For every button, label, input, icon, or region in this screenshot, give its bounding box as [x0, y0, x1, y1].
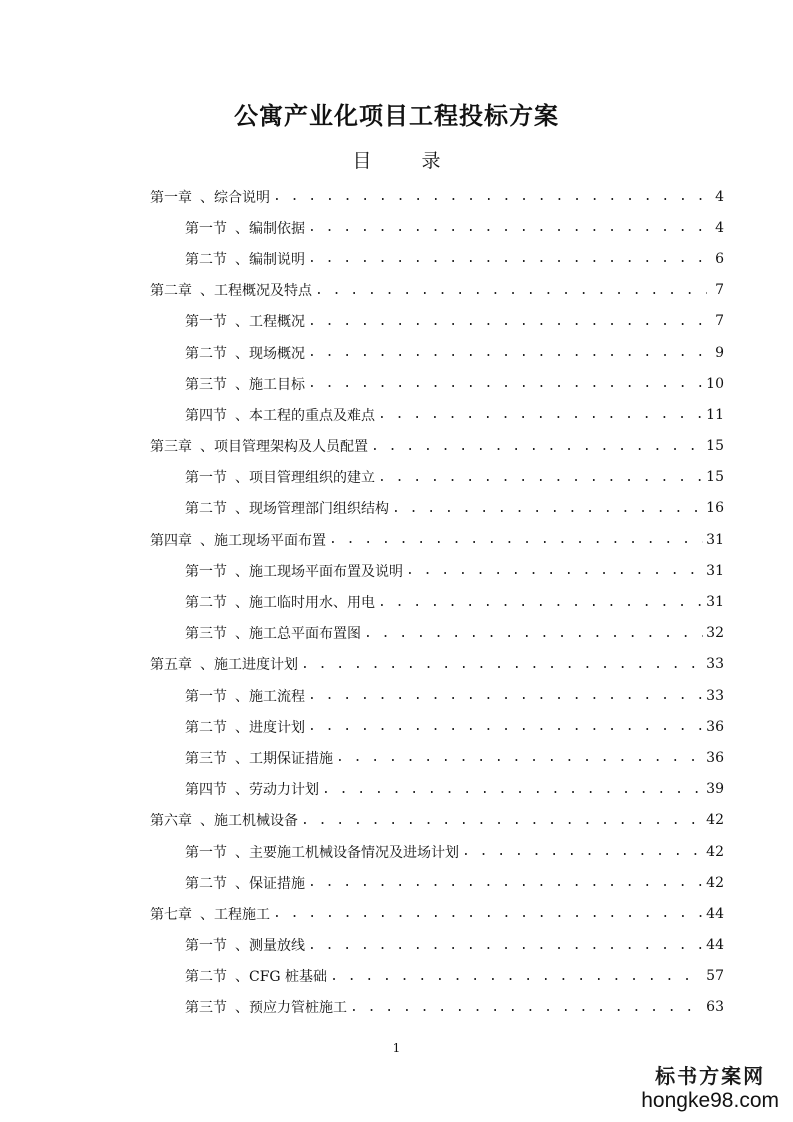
page-number: 1 — [392, 1041, 401, 1055]
dot-leader — [392, 501, 703, 516]
toc-entry-title: 工程施工 — [214, 906, 270, 923]
toc-chapter-entry[interactable] — [150, 181, 724, 212]
toc-entry-separator: 、 — [235, 251, 249, 268]
dot-leader — [406, 563, 703, 578]
toc-entry-page: 7 — [715, 282, 724, 299]
toc-entry-separator: 、 — [235, 938, 249, 955]
toc-entry-page: 57 — [706, 968, 724, 985]
toc-section-entry[interactable] — [150, 961, 724, 992]
toc-entry-number: 第一节 — [185, 688, 227, 705]
toc-entry-separator: 、 — [235, 626, 249, 643]
dot-leader — [301, 657, 703, 672]
toc-entry-title: 施工总平面布置图 — [249, 626, 361, 643]
toc-entry-title: 项目管理架构及人员配置 — [214, 439, 368, 456]
toc-heading: 目 录 — [352, 150, 463, 172]
dot-leader — [273, 189, 707, 204]
toc-entry-title: 综合说明 — [214, 189, 270, 206]
toc-entry-page: 36 — [706, 749, 724, 766]
dot-leader — [308, 719, 703, 734]
dot-leader — [364, 626, 703, 641]
toc-entry-separator: 、 — [235, 719, 249, 736]
toc-entry-page: 31 — [706, 562, 724, 579]
toc-entry-title: 施工现场平面布置 — [214, 532, 326, 549]
toc-entry-number: 第三节 — [185, 626, 227, 643]
dot-leader — [378, 407, 703, 422]
toc-entry-title: 劳动力计划 — [249, 782, 319, 799]
toc-entry-separator: 、 — [235, 875, 249, 892]
toc-entry-number: 第一节 — [185, 220, 227, 237]
dot-leader — [301, 813, 703, 828]
toc-entry-title: 施工临时用水、用电 — [249, 595, 375, 612]
toc-entry-separator: 、 — [200, 283, 214, 300]
toc-entry-page: 15 — [706, 438, 724, 455]
toc-entry-number: 第三节 — [185, 750, 227, 767]
toc-entry-page: 9 — [715, 344, 724, 361]
toc-section-entry[interactable] — [150, 930, 724, 961]
toc-entry-separator: 、 — [235, 595, 249, 612]
dot-leader — [308, 314, 707, 329]
toc-entry-separator: 、 — [235, 782, 249, 799]
toc-entry-separator: 、 — [200, 813, 214, 830]
toc-entry-number: 第一节 — [185, 314, 227, 331]
toc-section-entry[interactable] — [150, 306, 724, 337]
toc-entry-title: 主要施工机械设备情况及进场计划 — [249, 844, 459, 861]
toc-entry-number: 第二节 — [185, 345, 227, 362]
toc-entry-title: 施工进度计划 — [214, 657, 298, 674]
toc-entry-separator: 、 — [235, 407, 249, 424]
dot-leader — [378, 470, 703, 485]
toc-entry-title: 现场管理部门组织结构 — [249, 501, 389, 518]
toc-entry-page: 42 — [706, 843, 724, 860]
toc-entry-page: 39 — [706, 781, 724, 798]
toc-entry-separator: 、 — [235, 470, 249, 487]
dot-leader — [315, 283, 707, 298]
toc-section-entry[interactable] — [150, 867, 724, 898]
toc-section-entry[interactable] — [150, 399, 724, 430]
toc-entry-title: 编制说明 — [249, 251, 305, 268]
watermark-url: hongke98.com — [641, 1089, 779, 1112]
toc-entry-number: 第二节 — [185, 501, 227, 518]
toc-entry-page: 7 — [715, 313, 724, 330]
toc-entry-number: 第二节 — [185, 595, 227, 612]
toc-entry-page: 63 — [706, 999, 724, 1016]
toc-section-entry[interactable] — [150, 774, 724, 805]
toc-entry-number: 第一节 — [185, 938, 227, 955]
toc-entry-title: 施工现场平面布置及说明 — [249, 563, 403, 580]
toc-entry-page: 33 — [706, 656, 724, 673]
toc-chapter-entry[interactable] — [150, 524, 724, 555]
toc-section-entry[interactable] — [150, 337, 724, 368]
dot-leader — [273, 906, 703, 921]
dot-leader — [371, 439, 703, 454]
toc-entry-title: 本工程的重点及难点 — [249, 407, 375, 424]
toc-entry-number: 第二节 — [185, 719, 227, 736]
toc-entry-page: 44 — [706, 937, 724, 954]
toc-entry-page: 42 — [706, 874, 724, 891]
toc-entry-number: 第四节 — [185, 782, 227, 799]
dot-leader — [378, 595, 703, 610]
dot-leader — [308, 345, 707, 360]
toc-entry-page: 31 — [706, 594, 724, 611]
toc-entry-title: CFG 桩基础 — [249, 969, 328, 986]
dot-leader — [329, 532, 703, 547]
dot-leader — [336, 750, 703, 765]
toc-entry-separator: 、 — [200, 657, 214, 674]
toc-entry-title: 项目管理组织的建立 — [249, 470, 375, 487]
toc-entry-title: 工期保证措施 — [249, 750, 333, 767]
toc-section-entry[interactable] — [150, 243, 724, 274]
dot-leader — [462, 844, 703, 859]
toc-entry-number: 第二章 — [150, 283, 192, 300]
toc-entry-title: 工程概况 — [249, 314, 305, 331]
dot-leader — [308, 875, 703, 890]
toc-chapter-entry[interactable] — [150, 649, 724, 680]
toc-entry-number: 第五章 — [150, 657, 192, 674]
toc-section-entry[interactable] — [150, 618, 724, 649]
toc-chapter-entry[interactable] — [150, 898, 724, 929]
dot-leader — [330, 969, 703, 984]
toc-entry-separator: 、 — [200, 906, 214, 923]
toc-entry-number: 第一章 — [150, 189, 192, 206]
toc-entry-number: 第七章 — [150, 906, 192, 923]
toc-section-entry[interactable] — [150, 368, 724, 399]
toc-entry-title: 预应力管桩施工 — [249, 1000, 347, 1017]
toc-entry-number: 第二节 — [185, 875, 227, 892]
toc-entry-title: 施工流程 — [249, 688, 305, 705]
toc-entry-number: 第一节 — [185, 844, 227, 861]
toc-chapter-entry[interactable] — [150, 275, 724, 306]
document-title: 公寓产业化项目工程投标方案 — [234, 102, 559, 130]
toc-entry-separator: 、 — [235, 563, 249, 580]
toc-entry-separator: 、 — [235, 501, 249, 518]
toc-entry-title: 编制依据 — [249, 220, 305, 237]
toc-entry-page: 33 — [706, 687, 724, 704]
toc-entry-title: 施工机械设备 — [214, 813, 298, 830]
toc-section-entry[interactable] — [150, 836, 724, 867]
toc-section-entry[interactable] — [150, 212, 724, 243]
toc-entry-page: 11 — [706, 406, 724, 423]
toc-entry-separator: 、 — [235, 688, 249, 705]
toc-entry-page: 44 — [706, 905, 724, 922]
dot-leader — [350, 1000, 703, 1015]
toc-entry-page: 6 — [715, 250, 724, 267]
dot-leader — [322, 782, 703, 797]
toc-entry-page: 16 — [706, 500, 724, 517]
toc-entry-number: 第三节 — [185, 376, 227, 393]
watermark-logo — [641, 1066, 779, 1111]
toc-entry-separator: 、 — [235, 376, 249, 393]
dot-leader — [308, 220, 707, 235]
toc-entry-separator: 、 — [200, 439, 214, 456]
toc-section-entry[interactable] — [150, 462, 724, 493]
toc-entry-separator: 、 — [235, 750, 249, 767]
toc-section-entry[interactable] — [150, 586, 724, 617]
toc-section-entry[interactable] — [150, 742, 724, 773]
toc-entry-separator: 、 — [235, 314, 249, 331]
toc-entry-page: 42 — [706, 812, 724, 829]
toc-entry-page: 4 — [715, 188, 724, 205]
toc-entry-page: 36 — [706, 718, 724, 735]
table-of-contents — [150, 181, 724, 1023]
toc-entry-number: 第二节 — [185, 251, 227, 268]
toc-section-entry[interactable] — [150, 992, 724, 1023]
toc-entry-number: 第一节 — [185, 563, 227, 580]
toc-entry-separator: 、 — [235, 345, 249, 362]
dot-leader — [308, 688, 703, 703]
dot-leader — [308, 376, 703, 391]
toc-entry-number: 第四章 — [150, 532, 192, 549]
toc-entry-page: 31 — [706, 531, 724, 548]
toc-entry-page: 4 — [715, 219, 724, 236]
toc-entry-number: 第二节 — [185, 969, 227, 986]
toc-entry-page: 10 — [706, 375, 724, 392]
toc-entry-separator: 、 — [235, 844, 249, 861]
toc-entry-number: 第三节 — [185, 1000, 227, 1017]
toc-entry-title: 施工目标 — [249, 376, 305, 393]
toc-entry-title: 现场概况 — [249, 345, 305, 362]
toc-entry-separator: 、 — [200, 532, 214, 549]
toc-chapter-entry[interactable] — [150, 431, 724, 462]
toc-entry-page: 32 — [706, 625, 724, 642]
toc-entry-page: 15 — [706, 469, 724, 486]
toc-section-entry[interactable] — [150, 493, 724, 524]
toc-entry-separator: 、 — [235, 1000, 249, 1017]
toc-entry-title: 工程概况及特点 — [214, 283, 312, 300]
toc-entry-title: 进度计划 — [249, 719, 305, 736]
toc-entry-separator: 、 — [235, 220, 249, 237]
toc-entry-title: 保证措施 — [249, 875, 305, 892]
dot-leader — [308, 938, 703, 953]
toc-entry-separator: 、 — [235, 969, 249, 986]
dot-leader — [308, 251, 707, 266]
toc-section-entry[interactable] — [150, 555, 724, 586]
toc-section-entry[interactable] — [150, 711, 724, 742]
watermark-name: 标书方案网 — [655, 1064, 766, 1088]
toc-section-entry[interactable] — [150, 680, 724, 711]
toc-entry-number: 第一节 — [185, 470, 227, 487]
toc-chapter-entry[interactable] — [150, 805, 724, 836]
toc-entry-title: 测量放线 — [249, 938, 305, 955]
toc-entry-number: 第三章 — [150, 439, 192, 456]
toc-entry-number: 第六章 — [150, 813, 192, 830]
toc-entry-number: 第四节 — [185, 407, 227, 424]
toc-entry-separator: 、 — [200, 189, 214, 206]
